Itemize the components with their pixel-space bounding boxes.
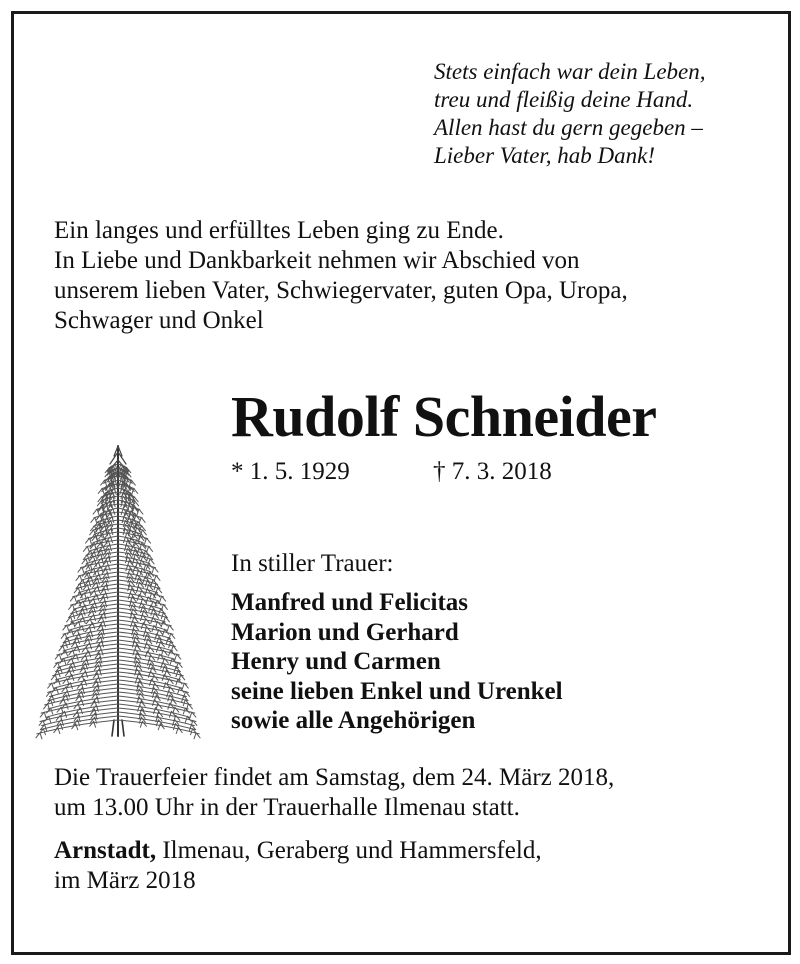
funeral-line: Die Trauerfeier findet am Samstag, dem 24. März 2018, [54,764,615,791]
death-date: † 7. 3. 2018 [433,458,552,485]
place-others: Ilmenau, Geraberg und Hammersfeld, [156,837,542,864]
intro-line: unserem lieben Vater, Schwiegervater, guten Opa, Uropa, [54,277,628,304]
intro-line: Ein langes und erfülltes Leben ging zu Ende. [54,217,504,244]
deceased-name: Rudolf Schneider [231,384,657,449]
intro-line: In Liebe und Dankbarkeit nehmen wir Abschied von [54,247,580,274]
funeral-info [54,763,774,823]
life-dates [231,457,552,487]
intro-text [54,216,774,336]
notice-date: im März 2018 [54,867,196,894]
mourner-entry: Manfred und Felicitas [231,589,469,616]
funeral-line: um 13.00 Uhr in der Trauerhalle Ilmenau statt. [54,794,520,821]
fir-tree-icon [34,440,202,740]
mourner-entry: Marion und Gerhard [231,618,459,646]
mourner-entry: sowie alle Angehörigen [231,707,476,734]
poem [434,58,774,170]
intro-line: Schwager und Onkel [54,307,264,334]
poem-line: Allen hast du gern gegeben – [434,115,703,140]
mourner-entry: Henry und Carmen [231,648,441,675]
poem-line: Lieber Vater, hab Dank! [434,143,656,168]
place-date [54,836,774,896]
mourning-label: In stiller Trauer: [231,550,394,577]
birth-date: * 1. 5. 1929 [231,458,350,485]
mourner-entry: seine lieben Enkel und Urenkel [231,677,563,705]
poem-line: treu und fleißig deine Hand. [434,87,694,112]
place-line [54,836,774,866]
place-town: Arnstadt, [54,837,157,864]
poem-line: Stets einfach war dein Leben, [434,59,706,84]
mourners-list [231,588,563,736]
